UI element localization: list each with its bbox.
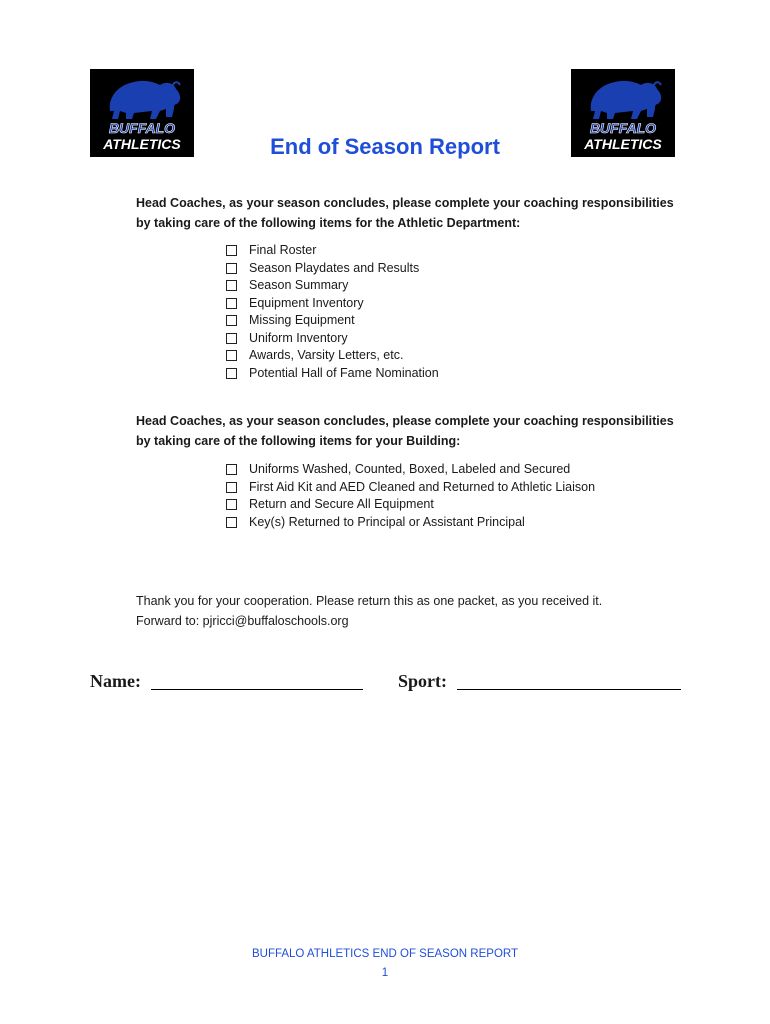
footer-title: BUFFALO ATHLETICS END OF SEASON REPORT	[251, 948, 519, 960]
section1-intro-line2: by taking care of the following items for the Athletic Department:	[136, 216, 521, 230]
logo-text-athletics: ATHLETICS	[584, 136, 662, 152]
checkbox[interactable]	[226, 499, 237, 510]
name-field-group	[90, 668, 363, 692]
name-input-line[interactable]	[151, 671, 363, 690]
section2-intro	[136, 411, 696, 451]
checklist-item[interactable]	[226, 312, 439, 330]
section2-intro-line1: Head Coaches, as your season concludes, please complete your coaching responsibilities	[136, 414, 674, 428]
page-title: End of Season Report	[270, 134, 500, 159]
checklist-item[interactable]	[226, 295, 439, 313]
checkbox[interactable]	[226, 350, 237, 361]
section1-intro-line1: Head Coaches, as your season concludes, please complete your coaching responsibilities	[136, 196, 674, 210]
building-checklist	[226, 461, 595, 531]
thank-you-line: Thank you for your cooperation. Please return this as one packet, as you received it.	[136, 594, 603, 608]
sport-field-group	[398, 668, 681, 692]
section2-intro-line2: by taking care of the following items for your Building:	[136, 434, 461, 448]
checklist-item[interactable]	[226, 242, 439, 260]
checklist-item-label: Final Roster	[249, 243, 317, 257]
checklist-item-label: Uniforms Washed, Counted, Boxed, Labeled and Secured	[249, 462, 571, 476]
checkbox[interactable]	[226, 464, 237, 475]
checklist-item-label: Awards, Varsity Letters, etc.	[249, 348, 404, 362]
checklist-item[interactable]	[226, 514, 595, 532]
checkbox[interactable]	[226, 315, 237, 326]
name-label: Name:	[90, 671, 141, 691]
page-footer	[0, 945, 770, 983]
sport-input-line[interactable]	[457, 671, 681, 690]
logo-text-athletics: ATHLETICS	[103, 136, 181, 152]
checklist-item[interactable]	[226, 479, 595, 497]
checkbox[interactable]	[226, 368, 237, 379]
checklist-item-label: Missing Equipment	[249, 313, 355, 327]
forward-to-line: Forward to: pjricci@buffaloschools.org	[136, 614, 349, 628]
sport-label: Sport:	[398, 671, 447, 691]
athletic-department-checklist	[226, 242, 439, 382]
checklist-item[interactable]	[226, 260, 439, 278]
checklist-item-label: Season Playdates and Results	[249, 260, 420, 275]
checklist-item-label: Equipment Inventory	[249, 295, 364, 310]
thank-you-note	[136, 591, 602, 631]
checklist-item-label: Potential Hall of Fame Nomination	[249, 365, 439, 380]
checklist-item[interactable]	[226, 277, 439, 295]
section1-intro	[136, 193, 696, 233]
checklist-item[interactable]	[226, 496, 595, 514]
checklist-item[interactable]	[226, 347, 439, 365]
checklist-item[interactable]	[226, 461, 595, 479]
checklist-item-label: Key(s) Returned to Principal or Assistant Principal	[249, 514, 525, 529]
checkbox[interactable]	[226, 517, 237, 528]
checklist-item-label: Uniform Inventory	[249, 330, 348, 345]
checkbox[interactable]	[226, 333, 237, 344]
checklist-item-label: First Aid Kit and AED Cleaned and Returned to Athletic Liaison	[249, 479, 596, 494]
checkbox[interactable]	[226, 263, 237, 274]
logo-text-buffalo: BUFFALO	[108, 120, 176, 136]
checkbox[interactable]	[226, 280, 237, 291]
page-number: 1	[381, 967, 389, 979]
checklist-item[interactable]	[226, 330, 439, 348]
checklist-item[interactable]	[226, 365, 439, 383]
checkbox[interactable]	[226, 245, 237, 256]
checkbox[interactable]	[226, 298, 237, 309]
logo-text-buffalo: BUFFALO	[589, 120, 657, 136]
checklist-item-label: Return and Secure All Equipment	[249, 497, 434, 511]
checkbox[interactable]	[226, 482, 237, 493]
checklist-item-label: Season Summary	[249, 278, 349, 292]
